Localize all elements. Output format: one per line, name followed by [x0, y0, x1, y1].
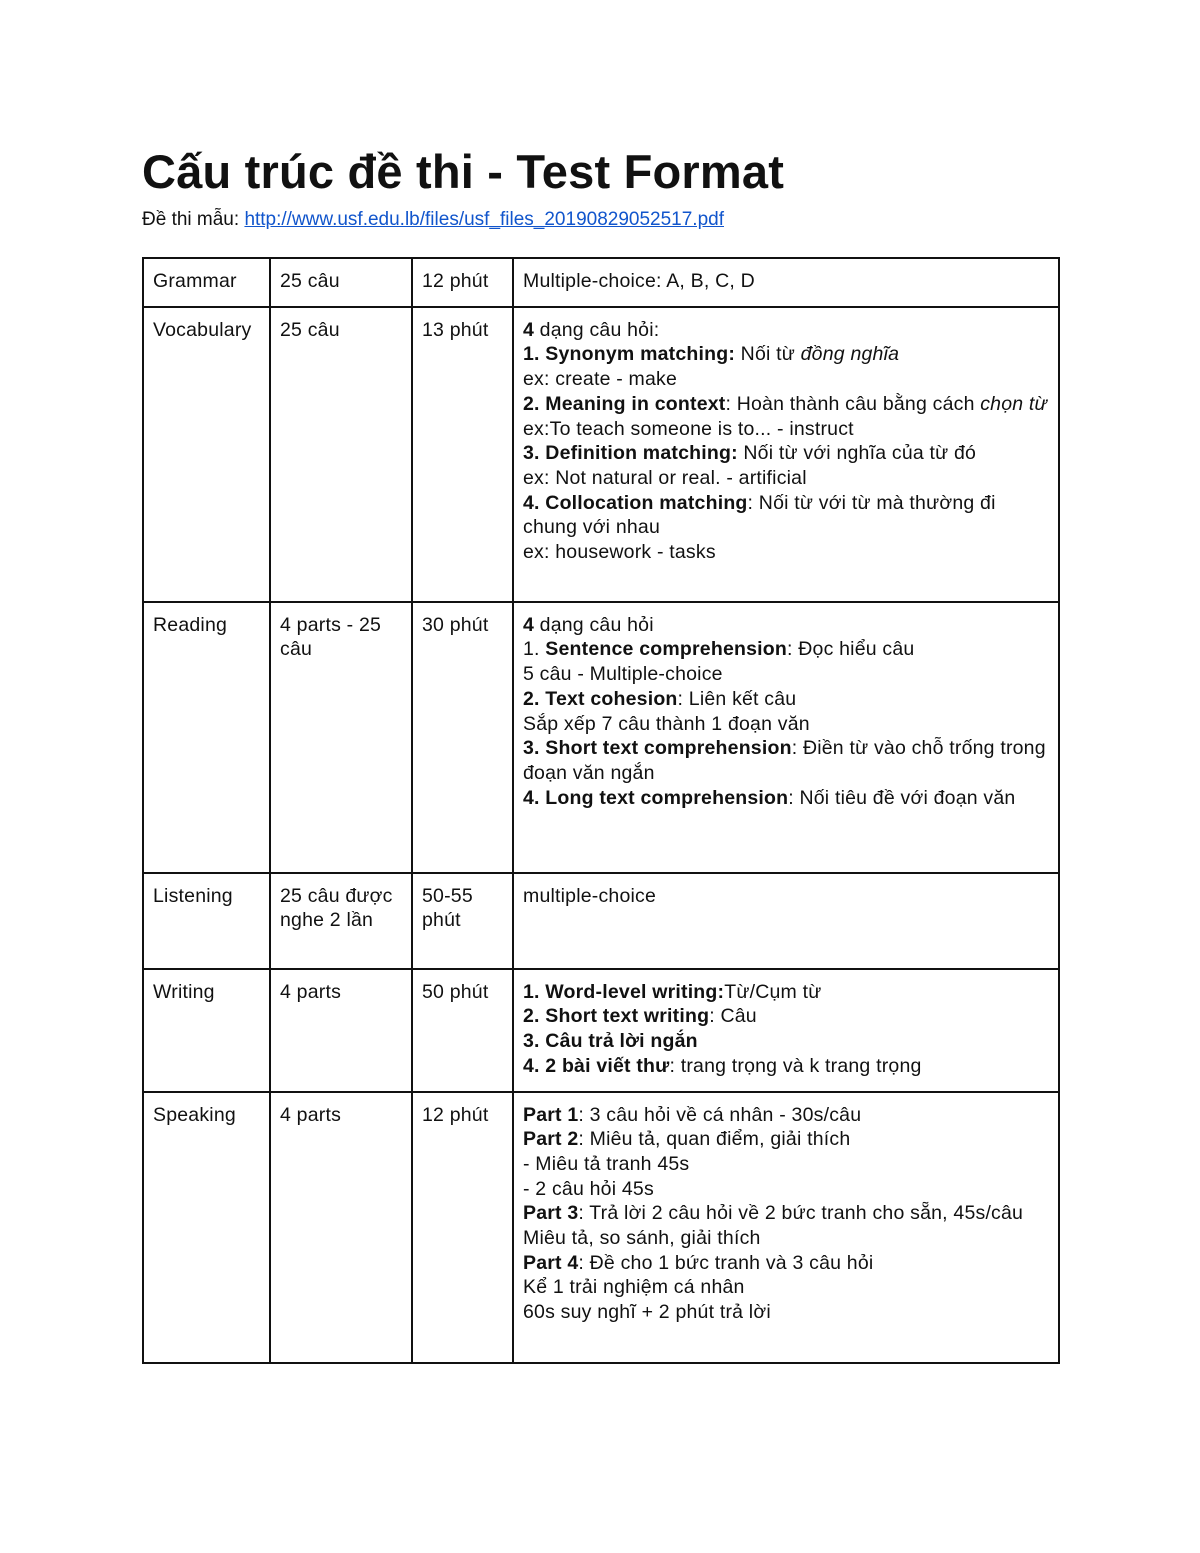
bold-text: 1. Synonym matching:: [523, 343, 736, 366]
description-line: [523, 269, 1049, 294]
text-segment: : Liên kết câu: [677, 687, 797, 710]
text-segment: Nối từ với nghĩa của từ đó: [737, 442, 977, 465]
bold-text: 4: [523, 318, 535, 341]
time-cell: 50 phút: [412, 969, 513, 1092]
text-segment: : Đọc hiểu câu: [787, 638, 915, 661]
bold-text: 3. Definition matching:: [523, 442, 738, 465]
bold-text: Part 4: [523, 1251, 579, 1274]
bold-text: 4. 2 bài viết thư: [523, 1054, 670, 1077]
description-line: [523, 736, 1049, 785]
description-line: [523, 1177, 1049, 1202]
table-row: [143, 873, 1059, 969]
bold-text: Part 3: [523, 1202, 579, 1225]
page-title: Cấu trúc đề thi - Test Format: [142, 145, 785, 198]
description-line: [523, 417, 1049, 442]
table-row: [143, 307, 1059, 602]
sample-exam-label: Đề thi mẫu:: [142, 209, 245, 230]
text-segment: Sắp xếp 7 câu thành 1 đoạn văn: [523, 712, 810, 735]
text-segment: : Miêu tả, quan điểm, giải thích: [578, 1128, 851, 1151]
description-line: [523, 1127, 1049, 1152]
text-segment: ex: housework - tasks: [523, 541, 716, 564]
text-segment: - 2 câu hỏi 45s: [523, 1177, 654, 1200]
description-cell: [513, 1092, 1059, 1363]
text-segment: 5 câu - Multiple-choice: [523, 663, 723, 686]
text-segment: : Đề cho 1 bức tranh và 3 câu hỏi: [578, 1251, 874, 1274]
description-line: [523, 1152, 1049, 1177]
description-cell: [513, 602, 1059, 873]
bold-text: Part 1: [523, 1103, 579, 1126]
text-segment: Từ/Cụm từ: [724, 980, 822, 1003]
text-segment: 60s suy nghĩ + 2 phút trả lời: [523, 1301, 771, 1324]
question-count-cell: 25 câu: [270, 307, 412, 602]
description-line: [523, 786, 1049, 811]
bold-text: 3. Câu trả lời ngắn: [523, 1030, 698, 1053]
question-count-cell: 4 parts - 25 câu: [270, 602, 412, 873]
text-segment: : Nối từ với từ mà thường đi chung với nhau: [523, 491, 996, 539]
time-cell: 12 phút: [412, 1092, 513, 1363]
table-row: [143, 258, 1059, 307]
table-row: [143, 969, 1059, 1092]
description-line: [523, 613, 1049, 638]
italic-text: đồng nghĩa: [800, 343, 900, 366]
description-line: [523, 491, 1049, 540]
description-line: [523, 342, 1049, 367]
text-segment: multiple-choice: [523, 884, 657, 907]
text-segment: - Miêu tả tranh 45s: [523, 1152, 690, 1175]
bold-text: 1. Word-level writing:: [523, 980, 725, 1003]
description-line: [523, 1226, 1049, 1251]
bold-text: 4: [523, 613, 535, 636]
bold-text: Part 2: [523, 1128, 579, 1151]
skill-cell: Reading: [143, 602, 270, 873]
text-segment: Miêu tả, so sánh, giải thích: [523, 1227, 761, 1250]
question-count-cell: 4 parts: [270, 1092, 412, 1363]
text-segment: : Hoàn thành câu bằng cách: [725, 392, 981, 415]
description-line: [523, 662, 1049, 687]
bold-text: 2. Short text writing: [523, 1005, 710, 1028]
text-segment: : trang trọng và k trang trọng: [669, 1054, 922, 1077]
description-line: [523, 466, 1049, 491]
sample-exam-line: [142, 207, 1058, 233]
description-cell: [513, 258, 1059, 307]
text-segment: Nối từ: [735, 343, 801, 366]
description-line: [523, 318, 1049, 343]
description-line: [523, 687, 1049, 712]
description-line: [523, 441, 1049, 466]
sample-exam-link[interactable]: http://www.usf.edu.lb/files/usf_files_20190829052517.pdf: [244, 209, 724, 230]
bold-text: 4. Long text comprehension: [523, 786, 789, 809]
table-body: [143, 258, 1059, 1363]
skill-cell: Grammar: [143, 258, 270, 307]
text-segment: ex:To teach someone is to... - instruct: [523, 417, 854, 440]
description-line: [523, 712, 1049, 737]
description-line: [523, 1054, 1049, 1079]
text-segment: dạng câu hỏi: [534, 613, 654, 636]
text-segment: ex: create - make: [523, 368, 678, 391]
bold-text: 3. Short text comprehension: [523, 737, 792, 760]
table-row: [143, 1092, 1059, 1363]
text-segment: ex: Not natural or real. - artificial: [523, 466, 807, 489]
text-segment: : Điền từ vào chỗ trống trong đoạn văn ngắn: [523, 737, 1046, 784]
bold-text: 4. Collocation matching: [523, 491, 748, 514]
description-line: [523, 637, 1049, 662]
question-count-cell: 25 câu được nghe 2 lần: [270, 873, 412, 969]
time-cell: 13 phút: [412, 307, 513, 602]
description-line: [523, 540, 1049, 565]
text-segment: dạng câu hỏi:: [534, 318, 660, 341]
description-line: [523, 367, 1049, 392]
text-segment: : Nối tiêu đề với đoạn văn: [788, 786, 1016, 809]
document-page: [142, 143, 1058, 1324]
description-line: [523, 1103, 1049, 1128]
text-segment: : Câu: [709, 1005, 757, 1028]
description-line: [523, 884, 1049, 909]
skill-cell: Speaking: [143, 1092, 270, 1363]
description-cell: [513, 307, 1059, 602]
question-count-cell: 25 câu: [270, 258, 412, 307]
skill-cell: Writing: [143, 969, 270, 1092]
bold-text: 2. Text cohesion: [523, 687, 678, 710]
table-row: [143, 602, 1059, 873]
skill-cell: Vocabulary: [143, 307, 270, 602]
description-line: [523, 1300, 1049, 1325]
test-format-table: [142, 257, 1060, 1364]
bold-text: 2. Meaning in context: [523, 392, 726, 415]
text-segment: : Trả lời 2 câu hỏi về 2 bức tranh cho sẵn, 45s/câu: [578, 1202, 1024, 1225]
italic-text: chọn từ: [980, 392, 1048, 415]
time-cell: 12 phút: [412, 258, 513, 307]
description-line: [523, 980, 1049, 1005]
description-line: [523, 1004, 1049, 1029]
bold-text: Sentence comprehension: [545, 638, 787, 661]
description-line: [523, 392, 1049, 417]
text-segment: 1.: [523, 638, 546, 661]
description-line: [523, 1029, 1049, 1054]
description-cell: [513, 969, 1059, 1092]
question-count-cell: 4 parts: [270, 969, 412, 1092]
text-segment: Multiple-choice: A, B, C, D: [523, 270, 755, 292]
time-cell: 50-55 phút: [412, 873, 513, 969]
description-line: [523, 1201, 1049, 1226]
time-cell: 30 phút: [412, 602, 513, 873]
description-line: [523, 1275, 1049, 1300]
description-cell: [513, 873, 1059, 969]
description-line: [523, 1251, 1049, 1276]
text-segment: : 3 câu hỏi về cá nhân - 30s/câu: [578, 1103, 862, 1126]
skill-cell: Listening: [143, 873, 270, 969]
text-segment: Kể 1 trải nghiệm cá nhân: [523, 1276, 745, 1299]
